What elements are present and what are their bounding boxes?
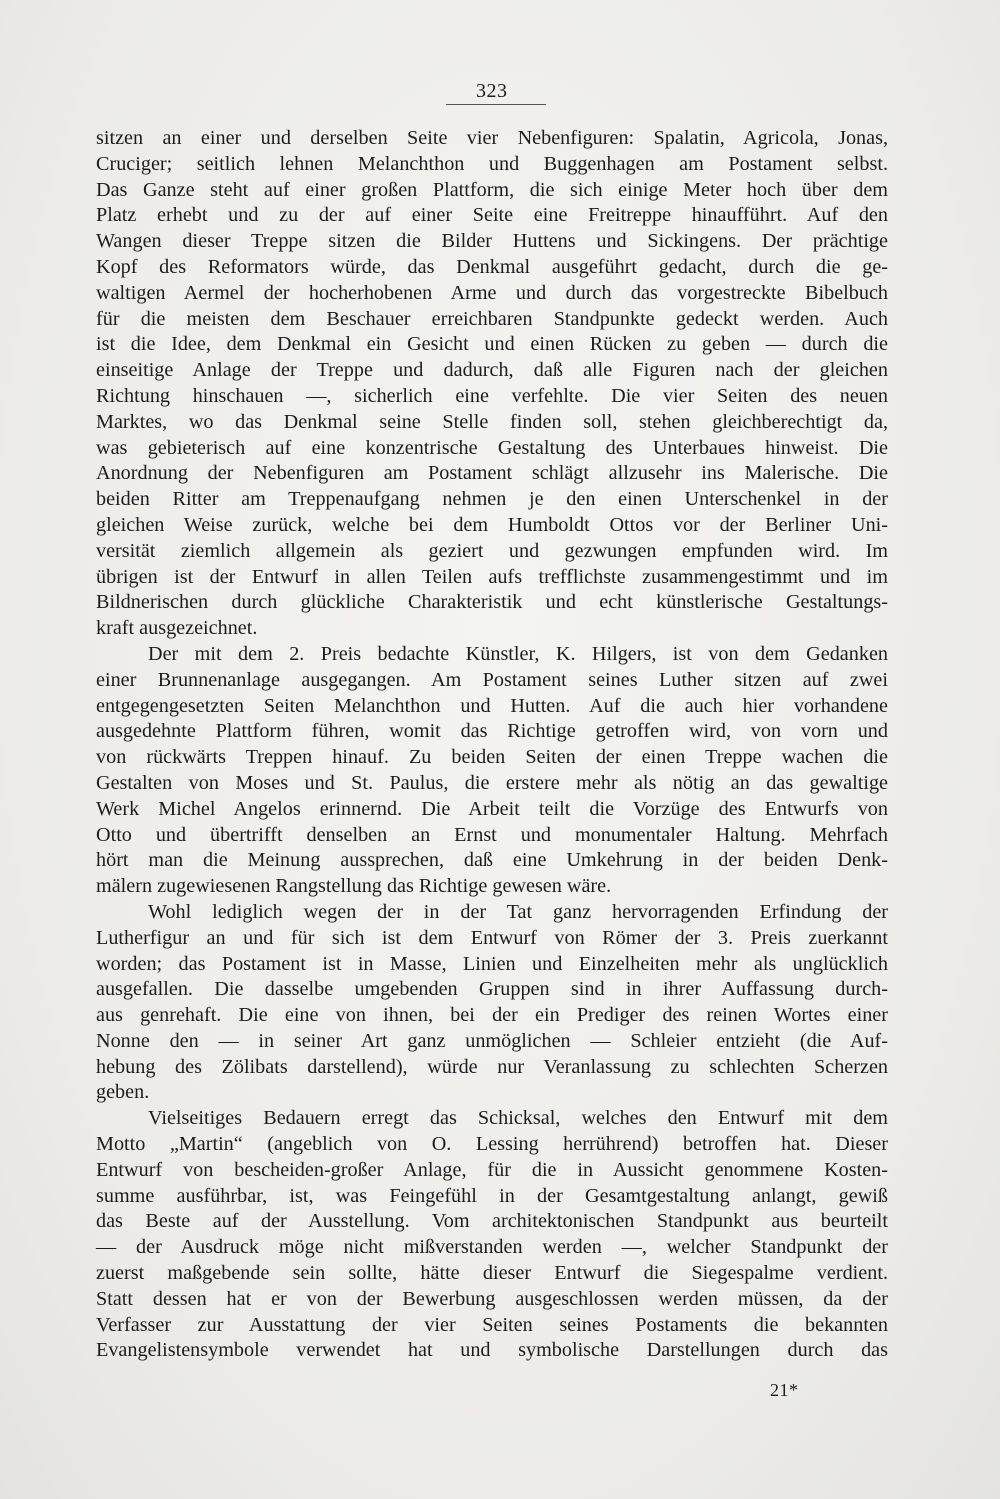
text-line: Nonne den — in seiner Art ganz unmöglichen — Schleier entzieht (die Auf-: [96, 1029, 888, 1052]
text-line: von rückwärts Treppen hinauf. Zu beiden Seiten der einen Treppe wachen die: [96, 746, 888, 769]
page-number: 323: [476, 80, 508, 102]
text-line: ausgefallen. Die dasselbe umgebenden Gruppen sind in ihrer Auffassung durch-: [96, 978, 888, 1001]
text-line: Wohl lediglich wegen der in der Tat ganz hervorragenden Erfindung der: [148, 900, 888, 923]
text-line: Marktes, wo das Denkmal seine Stelle finden soll, stehen gleichberechtigt da,: [96, 410, 888, 433]
text-line: Statt dessen hat er von der Bewerbung ausgeschlossen werden müssen, da der: [96, 1287, 888, 1310]
text-line: Otto und übertrifft denselben an Ernst und monumentaler Haltung. Mehrfach: [96, 823, 888, 846]
text-line: einer Brunnenanlage ausgegangen. Am Postament seines Luther sitzen auf zwei: [96, 668, 888, 691]
text-line: für die meisten dem Beschauer erreichbaren Standpunkte gedeckt werden. Auch: [96, 307, 888, 330]
text-line: waltigen Aermel der hocherhobenen Arme und durch das vorgestreckte Bibelbuch: [96, 281, 888, 304]
text-line: Der mit dem 2. Preis bedachte Künstler, K. Hilgers, ist von dem Gedanken: [148, 642, 888, 665]
text-line: entgegengesetzten Seiten Melanchthon und Hutten. Auf die auch hier vorhandene: [96, 694, 888, 717]
text-line: Motto „Martin“ (angeblich von O. Lessing herrührend) betroffen hat. Dieser: [96, 1133, 888, 1156]
text-line: hebung des Zölibats darstellend), würde nur Veranlassung zu schlechten Scherzen: [96, 1055, 888, 1078]
text-line: Vielseitiges Bedauern erregt das Schicksal, welches den Entwurf mit dem: [148, 1107, 888, 1130]
text-line: Anordnung der Nebenfiguren am Postament schlägt allzusehr ins Malerische. Die: [96, 462, 888, 485]
text-line: Werk Michel Angelos erinnernd. Die Arbeit teilt die Vorzüge des Entwurfs von: [96, 797, 888, 820]
text-line: Gestalten von Moses und St. Paulus, die erstere mehr als nötig an das gewaltige: [96, 771, 888, 794]
text-line: sitzen an einer und derselben Seite vier Nebenfiguren: Spalatin, Agricola, Jonas,: [96, 127, 888, 149]
text-line: Lutherfigur an und für sich ist dem Entwurf von Römer der 3. Preis zuerkannt: [96, 926, 888, 949]
text-line: Entwurf von bescheiden-großer Anlage, für die in Aussicht genommene Kosten-: [96, 1158, 888, 1181]
text-line: summe ausführbar, ist, was Feingefühl in der Gesamtgestaltung anlangt, gewiß: [96, 1184, 888, 1207]
body-text: [96, 126, 888, 1364]
signature-mark: 21*: [770, 1380, 799, 1400]
text-line: mälern zugewiesenen Rangstellung das Richtige gewesen wäre.: [96, 875, 612, 898]
text-line: — der Ausdruck möge nicht mißverstanden werden —, welcher Standpunkt der: [96, 1236, 888, 1259]
text-line: das Beste auf der Ausstellung. Vom architektonischen Standpunkt aus beurteilt: [96, 1210, 888, 1233]
text-line: Wangen dieser Treppe sitzen die Bilder Huttens und Sickingens. Der prächtige: [96, 230, 888, 253]
text-line: Richtung hinschauen —, sicherlich eine verfehlte. Die vier Seiten des neuen: [96, 384, 888, 407]
page-number-rule: [446, 104, 546, 105]
text-line: Das Ganze steht auf einer großen Plattform, die sich einige Meter hoch über dem: [96, 178, 888, 201]
text-line: aus genrehaft. Die eine von ihnen, bei der ein Prediger des reinen Wortes einer: [96, 1004, 888, 1027]
text-line: zuerst maßgebende sein sollte, hätte dieser Entwurf die Siegespalme verdient.: [96, 1262, 888, 1285]
text-line: worden; das Postament ist in Masse, Linien und Einzelheiten mehr als unglücklich: [96, 952, 888, 975]
text-line: übrigen ist der Entwurf in allen Teilen aufs trefflichste zusammengestimmt und im: [96, 565, 888, 588]
text-line: hört man die Meinung aussprechen, daß eine Umkehrung in der beiden Denk-: [96, 849, 888, 872]
text-line: Bildnerischen durch glückliche Charakteristik und echt künstlerische Gestaltungs-: [96, 591, 888, 614]
text-line: Platz erhebt und zu der auf einer Seite eine Freitreppe hinaufführt. Auf den: [96, 204, 888, 227]
text-line: kraft ausgezeichnet.: [96, 617, 258, 640]
text-line: Kopf des Reformators würde, das Denkmal ausgeführt gedacht, durch die ge-: [96, 255, 888, 278]
text-line: einseitige Anlage der Treppe und dadurch, daß alle Figuren nach der gleichen: [96, 359, 888, 382]
text-line: geben.: [96, 1081, 150, 1104]
text-line: versität ziemlich allgemein als geziert und gezwungen empfunden wird. Im: [96, 539, 888, 562]
text-line: ausgedehnte Plattform führen, womit das Richtige getroffen wird, von vorn und: [96, 720, 888, 743]
text-line: Cruciger; seitlich lehnen Melanchthon und Buggenhagen am Postament selbst.: [96, 152, 888, 175]
text-line: was gebieterisch auf eine konzentrische Gestaltung des Unterbaues hinweist. Die: [96, 436, 888, 459]
text-line: Evangelistensymbole verwendet hat und symbolische Darstellungen durch das: [96, 1339, 888, 1362]
text-line: ist die Idee, dem Denkmal ein Gesicht und einen Rücken zu geben — durch die: [96, 333, 888, 356]
text-line: beiden Ritter am Treppenaufgang nehmen je den einen Unterschenkel in der: [96, 488, 888, 511]
text-line: Verfasser zur Ausstattung der vier Seiten seines Postaments die bekannten: [96, 1313, 888, 1336]
text-line: gleichen Weise zurück, welche bei dem Humboldt Ottos vor der Berliner Uni-: [96, 513, 888, 536]
